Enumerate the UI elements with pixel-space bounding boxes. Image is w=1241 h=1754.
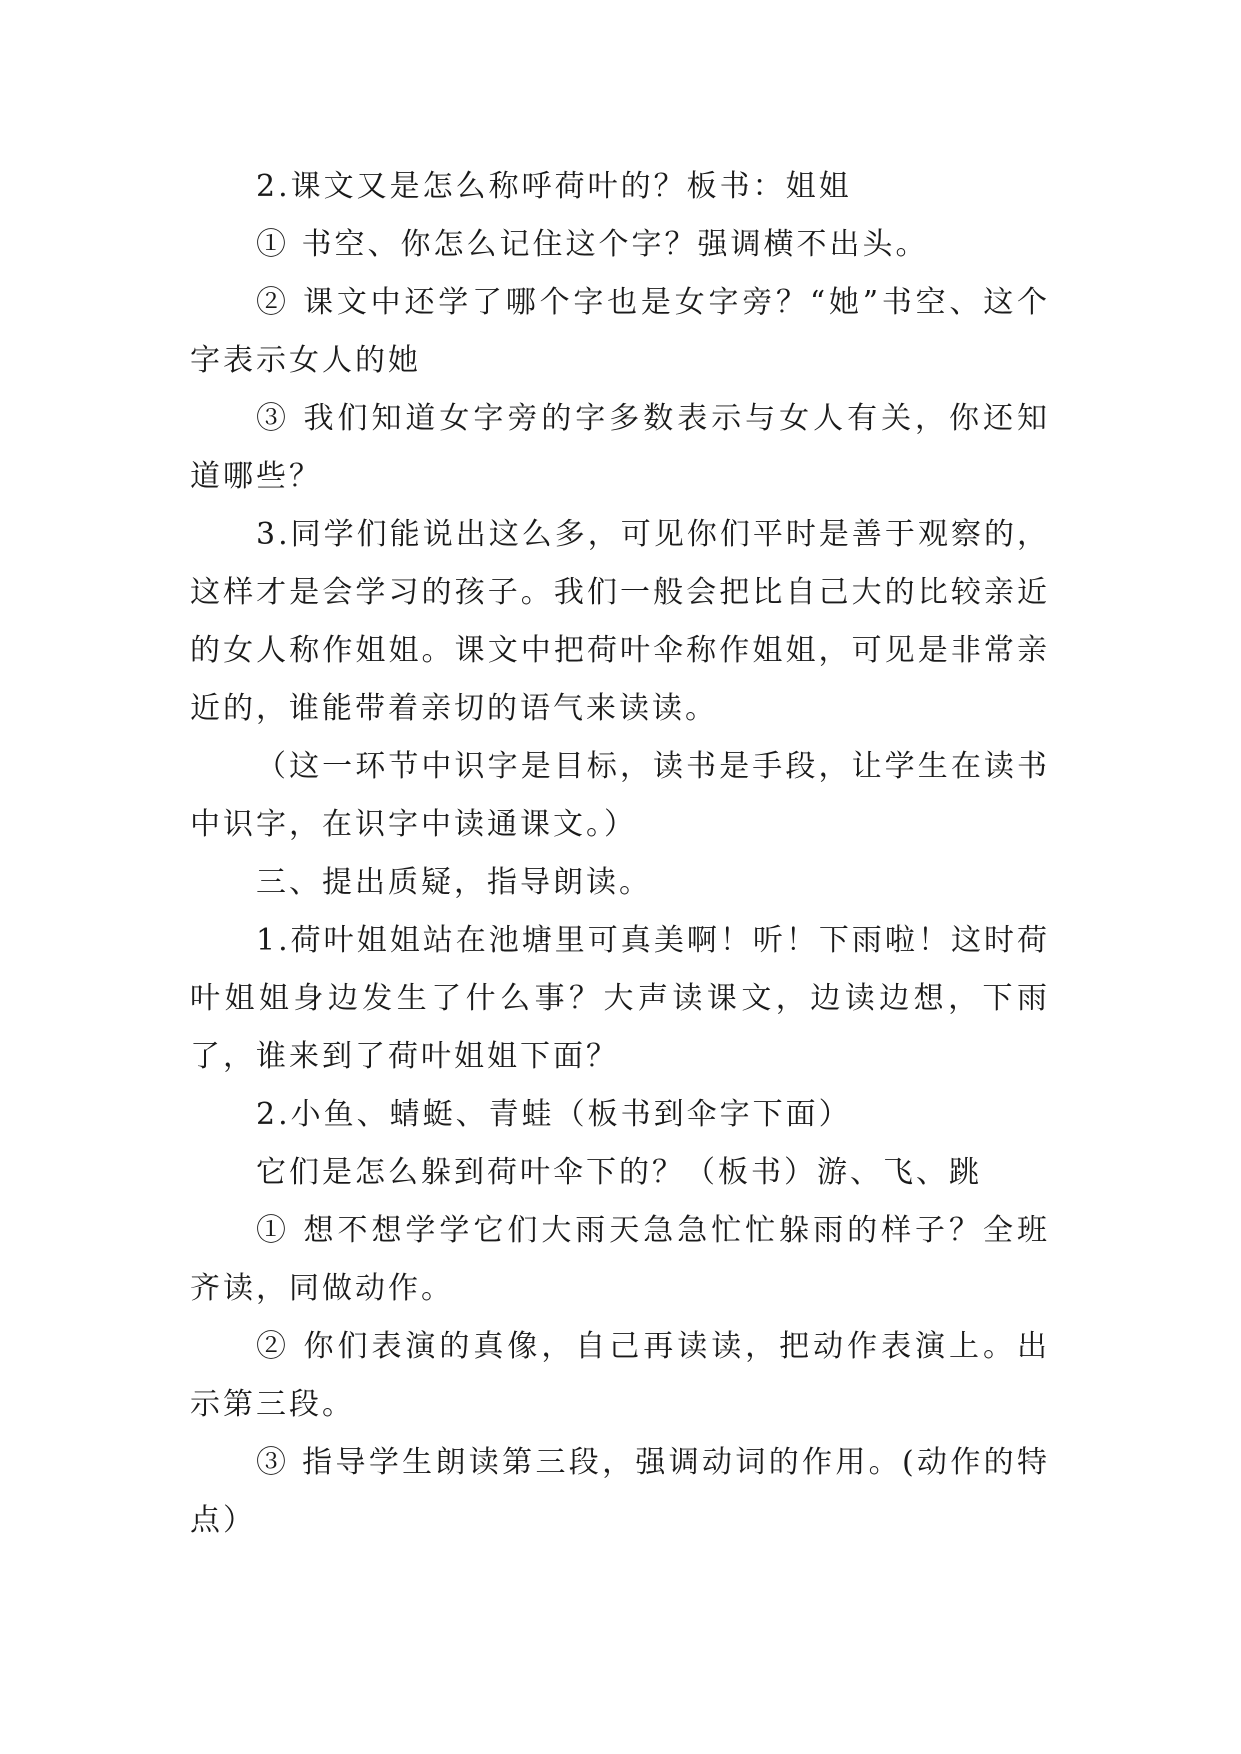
section-heading: 三、提出质疑，指导朗读。	[256, 865, 652, 900]
paragraph: ① 书空、你怎么记住这个字？强调横不出头。	[256, 227, 929, 262]
paragraph: ③ 我们知道女字旁的字多数表示与女人有关，你还知道哪些？	[190, 401, 1050, 494]
paragraph: 2.小鱼、蜻蜓、青蛙（板书到伞字下面）	[256, 1097, 852, 1132]
document-body	[190, 158, 1050, 1550]
paragraph: ① 想不想学学它们大雨天急急忙忙躲雨的样子？全班齐读，同做动作。	[190, 1213, 1050, 1306]
paragraph: 3.同学们能说出这么多，可见你们平时是善于观察的，这样才是会学习的孩子。我们一般会把比自己大的比较亲近的女人称作姐姐。课文中把荷叶伞称作姐姐，可见是非常亲近的，谁能带着亲切的语气来读读。	[190, 517, 1050, 726]
paragraph: 1.荷叶姐姐站在池塘里可真美啊！听！下雨啦！这时荷叶姐姐身边发生了什么事？大声读课文，边读边想，下雨了，谁来到了荷叶姐姐下面？	[190, 923, 1050, 1074]
paragraph: ② 你们表演的真像，自己再读读，把动作表演上。出示第三段。	[190, 1329, 1050, 1422]
paragraph: 2.课文又是怎么称呼荷叶的？板书：姐姐	[256, 169, 852, 204]
paragraph: 它们是怎么躲到荷叶伞下的？（板书）游、飞、跳	[256, 1155, 982, 1190]
paragraph: （这一环节中识字是目标，读书是手段，让学生在读书中识字，在识字中读通课文。）	[190, 749, 1050, 842]
paragraph: ② 课文中还学了哪个字也是女字旁？“她”书空、这个字表示女人的她	[190, 285, 1050, 378]
paragraph: ③ 指导学生朗读第三段，强调动词的作用。(动作的特点）	[190, 1445, 1050, 1538]
